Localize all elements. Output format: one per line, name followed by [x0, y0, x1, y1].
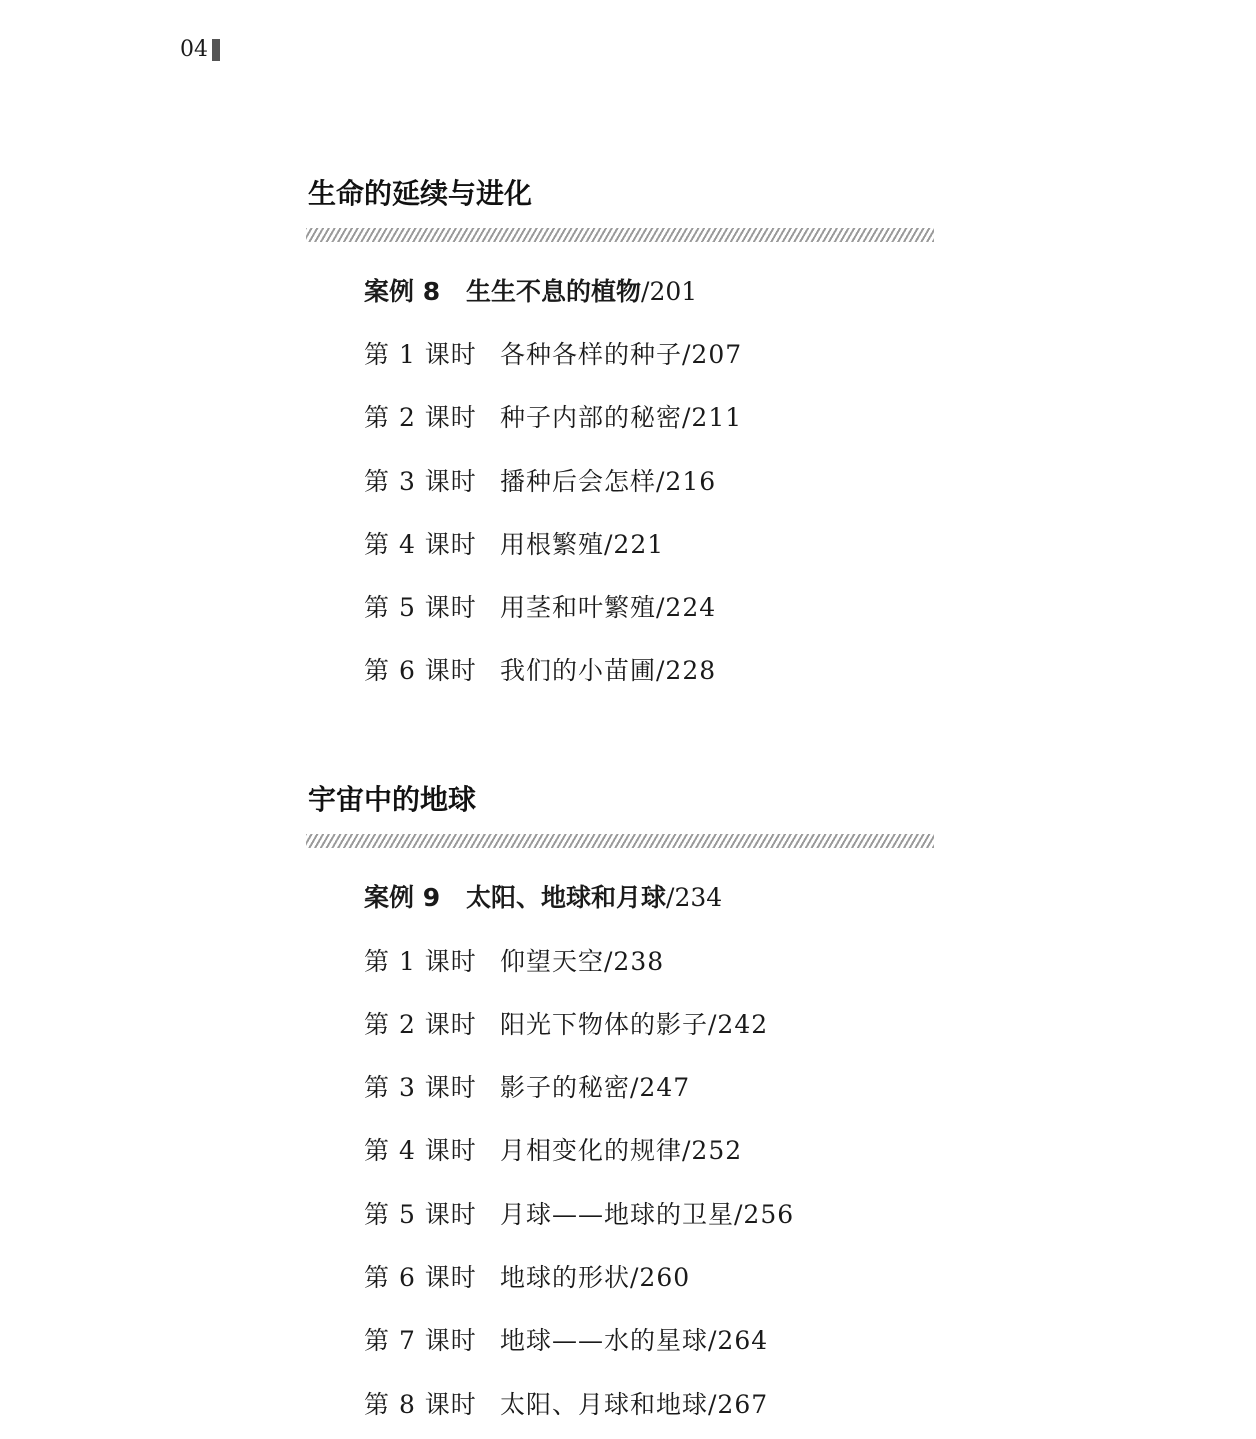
toc-entry[interactable]: [364, 1389, 768, 1421]
lesson-label: 第 3 课时: [364, 1073, 477, 1102]
toc-entry[interactable]: [364, 1325, 768, 1357]
lesson-title: 仰望天空/238: [500, 947, 665, 976]
page-number: [180, 36, 220, 64]
lesson-title: 地球的形状/260: [500, 1263, 691, 1292]
toc-entry[interactable]: [364, 529, 664, 561]
section-title-life: 生命的延续与进化: [308, 177, 533, 210]
lesson-label: 第 2 课时: [364, 1010, 477, 1039]
case-label: 案例 9: [364, 883, 441, 912]
lesson-title: 影子的秘密/247: [500, 1073, 691, 1102]
toc-entry[interactable]: [364, 1009, 768, 1041]
case-title: 生生不息的植物: [466, 277, 642, 306]
lesson-label: 第 5 课时: [364, 1200, 477, 1229]
lesson-label: 第 3 课时: [364, 467, 477, 496]
lesson-title: 月球——地球的卫星/256: [500, 1200, 795, 1229]
toc-entry[interactable]: [364, 1135, 742, 1167]
toc-entry[interactable]: [364, 592, 716, 624]
lesson-title: 用根繁殖/221: [500, 530, 665, 559]
section-divider: [306, 834, 934, 848]
lesson-title: 地球——水的星球/264: [500, 1326, 769, 1355]
case-page: /201: [641, 277, 698, 306]
lesson-label: 第 1 课时: [364, 947, 477, 976]
lesson-title: 各种各样的种子/207: [500, 340, 743, 369]
lesson-label: 第 4 课时: [364, 1136, 477, 1165]
lesson-label: 第 4 课时: [364, 530, 477, 559]
lesson-label: 第 2 课时: [364, 403, 477, 432]
lesson-label: 第 5 课时: [364, 593, 477, 622]
lesson-title: 用茎和叶繁殖/224: [500, 593, 717, 622]
case-page: /234: [666, 883, 723, 912]
page-marker-bar: [212, 39, 220, 61]
toc-entry[interactable]: [364, 339, 742, 371]
section-divider: [306, 228, 934, 242]
case-8[interactable]: [364, 276, 697, 308]
lesson-title: 播种后会怎样/216: [500, 467, 717, 496]
lesson-label: 第 1 课时: [364, 340, 477, 369]
toc-entry[interactable]: [364, 402, 742, 434]
toc-entry[interactable]: [364, 1199, 794, 1231]
lesson-label: 第 7 课时: [364, 1326, 477, 1355]
page-number-text: 04: [180, 37, 208, 62]
case-label: 案例 8: [364, 277, 441, 306]
lesson-title: 太阳、月球和地球/267: [500, 1390, 769, 1419]
toc-entry[interactable]: [364, 1072, 690, 1104]
lesson-label: 第 6 课时: [364, 656, 477, 685]
lesson-title: 月相变化的规律/252: [500, 1136, 743, 1165]
lesson-title: 阳光下物体的影子/242: [500, 1010, 769, 1039]
case-title: 太阳、地球和月球: [466, 883, 667, 912]
lesson-label: 第 6 课时: [364, 1263, 477, 1292]
toc-entry[interactable]: [364, 946, 664, 978]
lesson-title: 我们的小苗圃/228: [500, 656, 717, 685]
case-9[interactable]: [364, 882, 722, 914]
toc-entry[interactable]: [364, 1262, 690, 1294]
toc-entry[interactable]: [364, 655, 716, 687]
section-title-earth: 宇宙中的地球: [308, 783, 477, 816]
lesson-title: 种子内部的秘密/211: [500, 403, 743, 432]
toc-entry[interactable]: [364, 466, 716, 498]
lesson-label: 第 8 课时: [364, 1390, 477, 1419]
